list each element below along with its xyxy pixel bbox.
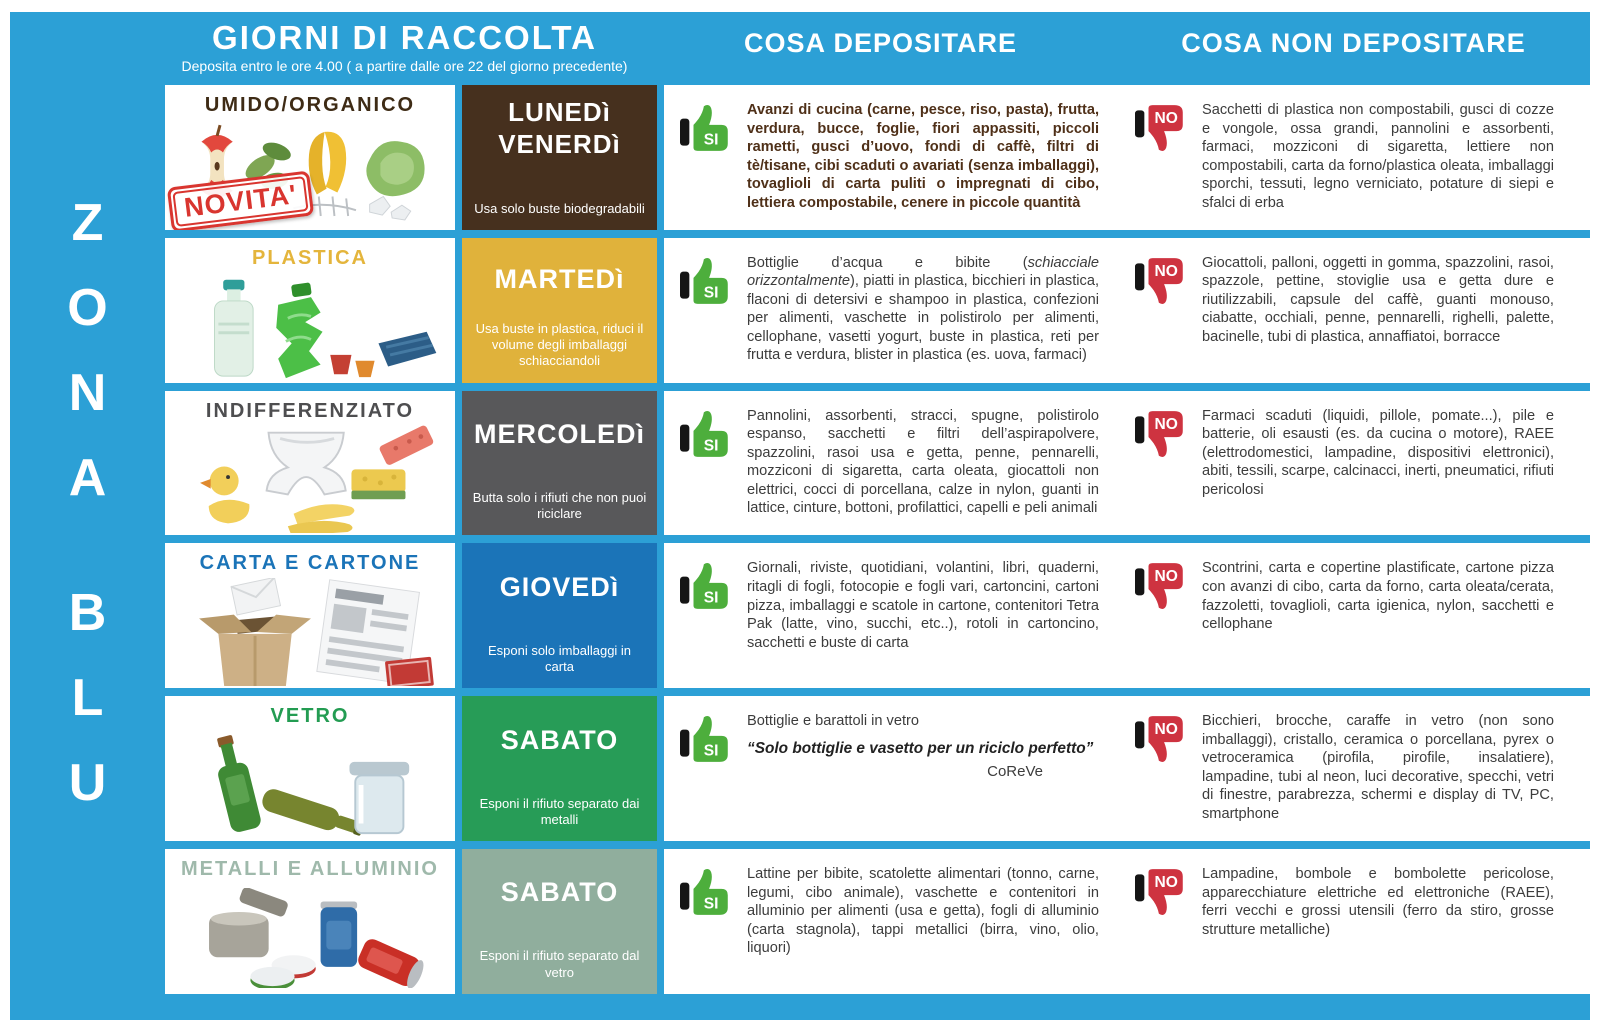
day-name: GIOVEDì (499, 571, 620, 602)
day-cell-metalli (462, 849, 657, 994)
day-name: LUNEDì (508, 96, 611, 127)
zone-word-blu: BLU (58, 583, 117, 839)
plastic-waste-illustration (178, 272, 442, 380)
lettuce-icon (366, 142, 424, 197)
eggshell-icon (370, 197, 411, 220)
header-no-deposit: COSA NON DEPOSITARE (1181, 28, 1526, 58)
deposit-quote: “Solo bottiglie e vasetto per un riciclo perfetto” (747, 739, 1094, 757)
deposit-text: Pannolini, assorbenti, stracci, spugne, polistirolo espanso, sacchetti e filtri dell’aspirapolvere, spazzolini, rasoi usa e getta, penne, pennarelli, mozziconi di sigaretta, carta oleata, giocattoli non elettrici, cocci di porcellana, calze in nylon, guanti in lattice, cinture, bottoni, profilattici, capelli e peli animali (747, 407, 1099, 517)
thumbs-down-icon (1135, 408, 1189, 460)
day-cell-carta (462, 543, 657, 688)
category-cell-umido (165, 85, 455, 230)
coffee-capsules-icon (330, 355, 374, 377)
category-cell-vetro (165, 696, 455, 841)
day-note: Esponi il rifiuto separato dal vetro (479, 948, 640, 980)
table-row (165, 238, 1590, 383)
category-cell-plastica (165, 238, 455, 383)
thumbs-up-icon (680, 255, 734, 307)
deposit-column (680, 712, 1135, 833)
banana-peel-icon (309, 132, 346, 195)
category-title: VETRO (270, 705, 350, 728)
deposit-column (680, 559, 1135, 680)
day-cell-indifferenziato (462, 391, 657, 536)
collection-days-subtitle: Deposita entro le ore 4.00 ( a partire dalle ore 22 del giorno precedente) (181, 58, 628, 75)
collection-days-title: GIORNI DI RACCOLTA (212, 19, 597, 56)
category-title: PLASTICA (252, 246, 368, 269)
deposit-text: Bottiglie d’acqua e bibite (schiacciale orizzontalmente), piatti in plastica, bicchieri in plastica, flaconi di detersivi e shampoo in plastica, confezioni per alimenti, vaschette in polistirolo per alimenti, cellophane, vasetti yogurt, buste in plastica, reti per frutta e verdura, blister in plastica (es. uova, farmaci) (747, 254, 1099, 364)
tin-can-icon (209, 888, 289, 957)
day-note: Usa buste in plastica, riduci il volume degli imballaggi schiacciandoli (475, 320, 644, 369)
cardboard-box-icon (199, 615, 311, 686)
table-row (165, 85, 1590, 230)
table-rows (165, 85, 1590, 1020)
deposit-text: Bottiglie e barattoli in vetro (747, 713, 919, 730)
content-cell (664, 543, 1590, 688)
thumbs-up-icon (680, 713, 734, 765)
no-deposit-text: Lampadine, bombole e bombolette pericolose, apparecchiature elettriche ed elettroniche (RAEE), ferri vecchi e grossi utensili (ferro da stiro, grosse strutture metalliche) (1202, 866, 1554, 938)
category-title: METALLI E ALLUMINIO (181, 858, 439, 881)
novita-stamp-label: NOVITA' (172, 176, 309, 227)
no-deposit-column (1135, 101, 1590, 222)
svg-text:SI: SI (703, 895, 719, 913)
no-deposit-text: Scontrini, carta e copertine plastificate, cartone pizza con avanzi di cibo, carta da forno, carta oleata/cerata, fazzoletti, tovaglioli, carta igienica, nylon, sacchetti e cellophane (1202, 560, 1554, 633)
svg-text:NO: NO (1154, 721, 1178, 739)
diaper-icon (267, 433, 346, 495)
day-note: Butta solo i rifiuti che non puoi riciclare (472, 489, 647, 522)
table-header (165, 12, 1590, 85)
no-deposit-text: Sacchetti di plastica non compostabili, gusci di cozze e vongole, ossa grandi, pannolini e assorbenti, farmaci, mozziconi di sigaretta, lettiere non compostabili, carta da forno/plastica oleata, imballaggi sporchi, tessuti, legno verniciato, potature di siepi e sfalci di erba (1202, 102, 1554, 211)
deposit-text: Lattine per bibite, scatolette alimentari (tonno, carne, legumi, cibo animale), vaschette e contenitori in alluminio per alimenti (usa e getta), fogli di alluminio (carta stagnola), tappi metallici (birra, vino, olio, liquori) (747, 866, 1099, 957)
table-row (165, 543, 1590, 688)
day-name: SABATO (500, 877, 619, 908)
no-deposit-text: Bicchieri, brocche, caraffe in vetro (non sono imballaggi), cristallo, ceramica o porcellana, pyrex o vetroceramica (pirofila, pirofile, insalatiere), lampadine, tubi al neon, luci decorative, specchi, vetri di finestre, parabrezza, schermi e display di TV, PC, smartphone (1202, 713, 1554, 822)
table-row (165, 696, 1590, 841)
glass-waste-illustration (178, 733, 442, 837)
rubber-duck-icon (200, 467, 249, 524)
category-cell-metalli (165, 849, 455, 994)
book-icon (385, 657, 434, 686)
svg-text:NO: NO (1154, 415, 1178, 433)
recycling-poster (10, 12, 1590, 1020)
category-cell-carta (165, 543, 455, 688)
no-deposit-column (1135, 865, 1590, 986)
thumbs-up-icon (680, 866, 734, 918)
metal-waste-illustration (178, 888, 442, 988)
thumbs-up-icon (680, 560, 734, 612)
no-deposit-text: Giocattoli, palloni, oggetti in gomma, spazzolini, rasoi, spazzole, pettine, stoviglie usa e getta dure e riutilizzabili, capsule del caffè, guanti monouso, ciabatte, occhiali, penne, pennarelli, righelli, palette, bacinelle, tubi di plastica, annaffiatoi, borracce (1202, 254, 1554, 345)
thumbs-down-icon (1135, 866, 1189, 918)
day-cell-umido (462, 85, 657, 230)
header-collection-days (165, 12, 644, 85)
lying-can-icon (355, 936, 426, 988)
zone-sidebar (10, 12, 165, 1020)
deposit-column (680, 407, 1135, 528)
thumbs-down-icon (1135, 560, 1189, 612)
day-name: SABATO (500, 724, 619, 755)
day-cell-plastica (462, 238, 657, 383)
zone-word-zona: ZONA (58, 193, 117, 534)
glass-bottle-icon (209, 733, 262, 834)
svg-text:NO: NO (1154, 568, 1178, 586)
content-cell (664, 85, 1590, 230)
day-note: Usa solo buste biodegradabili (474, 200, 645, 216)
no-deposit-column (1135, 407, 1590, 528)
category-cell-indifferenziato (165, 391, 455, 536)
content-cell (664, 696, 1590, 841)
table-row (165, 391, 1590, 536)
thumbs-down-icon (1135, 255, 1189, 307)
deposit-quote-source: CoReVe (987, 762, 1043, 780)
drink-can-icon (321, 901, 358, 966)
svg-text:NO: NO (1154, 873, 1178, 891)
deposit-column (680, 101, 1135, 222)
day-note: Esponi il rifiuto separato dai metalli (479, 795, 640, 827)
glass-jar-icon (349, 762, 409, 833)
yellow-sponge-icon (351, 469, 405, 499)
day-name: VENERDì (498, 128, 621, 159)
rubber-gloves-icon (288, 504, 355, 533)
svg-text:SI: SI (703, 590, 719, 608)
thumbs-up-icon (680, 102, 734, 154)
paper-waste-illustration (178, 578, 442, 686)
envelope-icon (231, 578, 280, 615)
content-cell (664, 391, 1590, 536)
svg-text:SI: SI (703, 284, 719, 302)
no-deposit-column (1135, 559, 1590, 680)
no-deposit-column (1135, 254, 1590, 375)
schedule-table (165, 12, 1590, 1020)
deposit-text: Avanzi di cucina (carne, pesce, riso, pasta), frutta, verdura, bucce, foglie, fiori appassiti, piccoli rametti, gusci d’uovo, fondi di caffè, filtri di tè/tisane, cibi scaduti o avariati (senza imballaggi), tovaglioli di carta puliti o impregnati di cibo, lettiera compostabile, cenere in piccole quantità (747, 102, 1099, 211)
day-cell-vetro (462, 696, 657, 841)
thumbs-up-icon (680, 408, 734, 460)
lying-bottle-icon (260, 786, 366, 836)
pink-sponge-icon (378, 425, 434, 466)
category-title: UMIDO/ORGANICO (204, 94, 416, 116)
metal-lids-icon (250, 955, 315, 988)
day-name: MERCOLEDì (474, 418, 645, 449)
water-bottle-icon (215, 280, 254, 376)
no-deposit-column (1135, 712, 1590, 833)
table-row (165, 849, 1590, 994)
category-title: INDIFFERENZIATO (205, 399, 415, 422)
content-cell (664, 849, 1590, 994)
plastic-tray-icon (378, 332, 436, 367)
header-deposit: COSA DEPOSITARE (743, 28, 1018, 58)
deposit-column (680, 865, 1135, 986)
svg-text:SI: SI (703, 742, 719, 760)
svg-text:SI: SI (703, 131, 719, 149)
svg-text:SI: SI (703, 437, 719, 455)
svg-text:NO: NO (1154, 262, 1178, 280)
content-cell (664, 238, 1590, 383)
thumbs-down-icon (1135, 713, 1189, 765)
svg-text:NO: NO (1154, 109, 1178, 127)
deposit-column (680, 254, 1135, 375)
day-note: Esponi solo imballaggi in carta (487, 642, 632, 675)
category-title: CARTA E CARTONE (199, 552, 421, 575)
mixed-waste-illustration (178, 425, 442, 533)
crushed-bottle-icon (276, 283, 322, 379)
deposit-text: Giornali, riviste, quotidiani, volantini, libri, quaderni, ritagli di fogli, fotocopie e fogli vari, cartoncini, cartoni pizza, imballaggi e scatole in cartone, contenitori Tetra Pak (latte, vino, succhi, etc..), rotoli in cartoncino, sacchetti e buste di carta (747, 560, 1099, 651)
thumbs-down-icon (1135, 102, 1189, 154)
no-deposit-text: Farmaci scaduti (liquidi, pillole, pomate...), pile e batterie, oli esausti (es. da cucina o motore), RAEE (elettrodomestici, lampadine, dispositivi elettronici), abiti, tessili, scarpe, calcinacci, inerti, pneumatici, rifiuti pericolosi (1202, 407, 1555, 498)
day-name: MARTEDì (494, 264, 625, 295)
